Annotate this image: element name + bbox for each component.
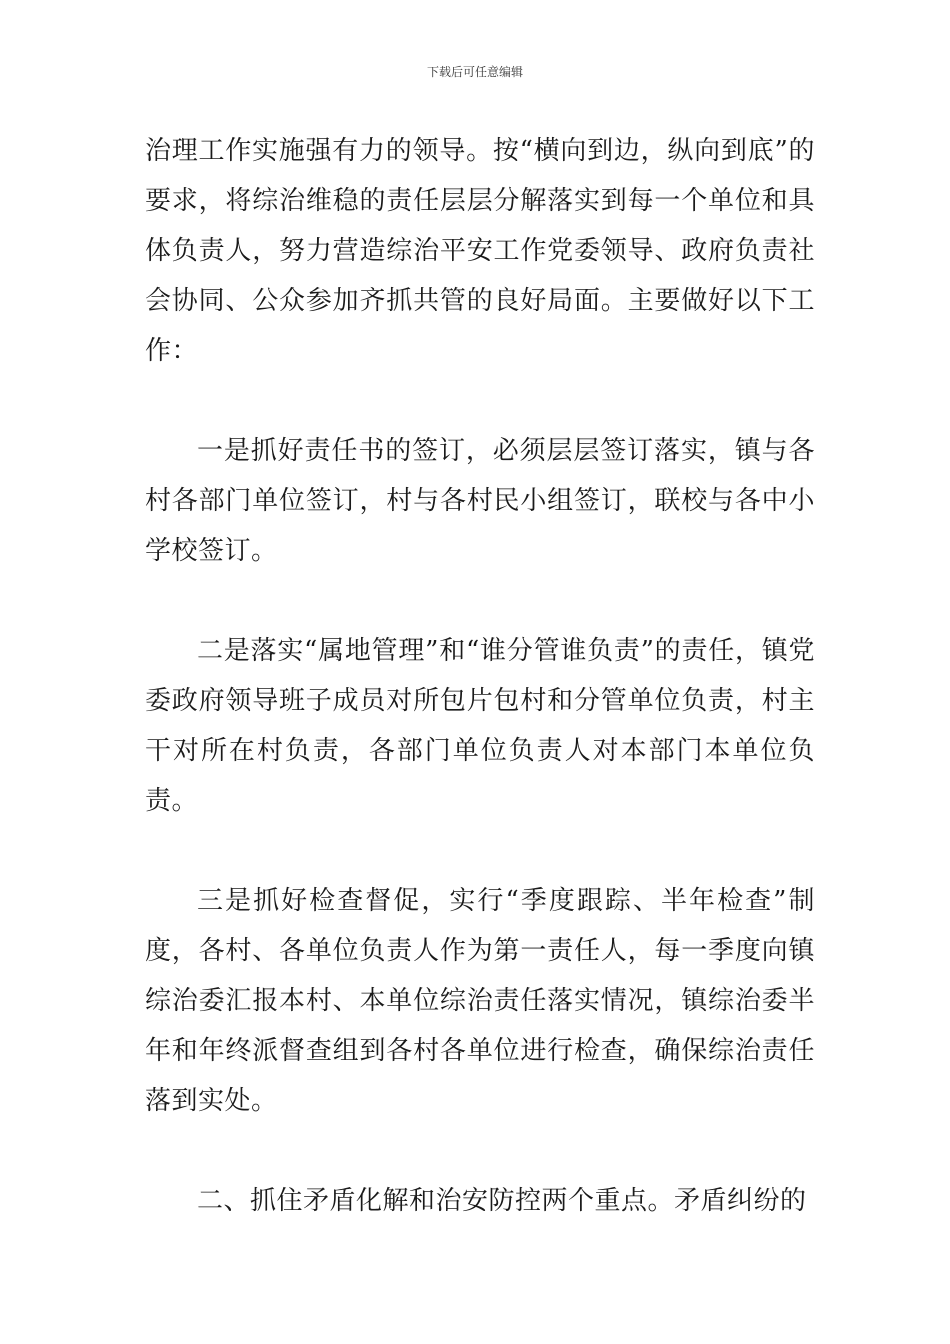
paragraph-item-one: 一是抓好责任书的签订，必须层层签订落实，镇与各村各部门单位签订，村与各村民小组签订，联校与各中小学校签订。 [145,436,815,566]
paragraph-item-three: 三是抓好检查督促，实行“季度跟踪、半年检查”制度，各村、各单位负责人作为第一责任人，每一季度向镇综治委汇报本村、本单位综治责任落实情况，镇综治委半年和年终派督查组到各村各单位进行检查，确保综治责任落到实处。 [145,886,815,1116]
page-header-note: 下载后可任意编辑 [426,65,523,79]
paragraph-spacer [145,576,815,626]
paragraph-spacer [145,1126,815,1176]
paragraph-spacer [145,376,815,426]
paragraph-spacer [145,826,815,876]
paragraph-section-two: 二、抓住矛盾化解和治安防控两个重点。矛盾纠纷的 [197,1186,807,1216]
paragraph-intro: 治理工作实施强有力的领导。按“横向到边，纵向到底”的要求，将综治维稳的责任层层分解落实到每一个单位和具体负责人，努力营造综治平安工作党委领导、政府负责社会协同、公众参加齐抓共管的良好局面。主要做好以下工作： [145,136,815,366]
paragraph-item-two: 二是落实“属地管理”和“谁分管谁负责”的责任，镇党委政府领导班子成员对所包片包村和分管单位负责，村主干对所在村负责，各部门单位负责人对本部门本单位负责。 [145,636,815,816]
document-body [145,126,815,1226]
